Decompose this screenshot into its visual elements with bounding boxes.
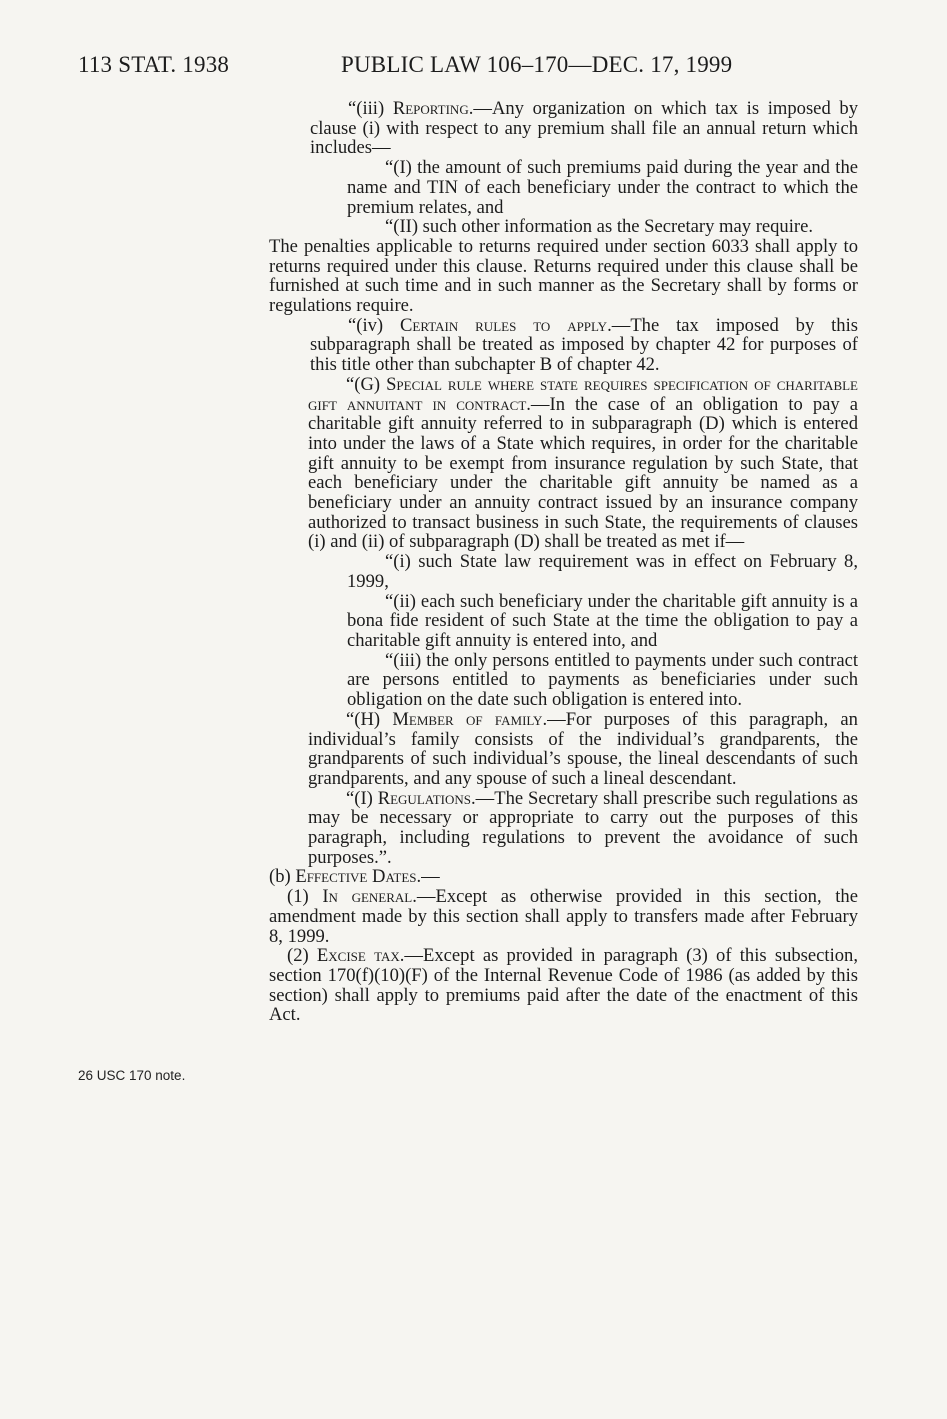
clause-G-ii: “(ii) each such beneficiary under the charitable gift annuity is a bona fide resident of such State at the time the obligation to pay a charitable gift annuity is entered into, and — [347, 590, 858, 651]
paragraph-1-in-general: (1) In general.—Except as otherwise provided in this section, the amendment made by this section shall apply to transfers made after February 8, 1999. — [269, 886, 858, 947]
margin-note: 26 USC 170 note. — [78, 1068, 186, 1083]
clause-iv-certain-rules: “(iv) Certain rules to apply.—The tax imposed by this subparagraph shall be treated as imposed by chapter 42 for purposes of this title other than subchapter B of chapter 42. — [310, 314, 858, 376]
paragraph-2-excise-tax: (2) Excise tax.—Except as provided in paragraph (3) of this subsection, section 170(f)(10)(F) of the Internal Revenue Code of 1986 (as added by this section) shall apply to premiums paid after the date of the enactment of this Act. — [269, 945, 858, 1026]
subclause-II: “(II) such other information as the Secretary may require. — [385, 216, 813, 238]
page-header — [0, 52, 947, 92]
penalties-paragraph: The penalties applicable to returns required under section 6033 shall apply to returns required under this clause. Returns required under this clause shall be furnished at such time and in such manner as the Secretary shall by forms or regulations require. — [269, 235, 858, 317]
clause-G-i: “(i) such State law requirement was in effect on February 8, 1999, — [347, 551, 858, 592]
subclause-I: “(I) the amount of such premiums paid during the year and the name and TIN of each beneficiary under the contract to which the premium relates, and — [347, 157, 858, 218]
clause-iii-reporting: “(iii) Reporting.—Any organization on which tax is imposed by clause (i) with respect to any premium shall file an annual return which includes— — [310, 98, 858, 159]
document-body — [269, 99, 858, 1025]
clause-G-iii: “(iii) the only persons entitled to payments under such contract are persons entitled to payments as beneficiaries under such obligation on the date such obligation is entered into. — [347, 649, 858, 711]
subparagraph-H: “(H) Member of family.—For purposes of this paragraph, an individual’s family consists of the individual’s grandparents, the grandparents of such individual’s spouse, the lineal descendants of such grandparents, and any spouse of such a lineal descendant. — [308, 708, 858, 789]
subparagraph-I: “(I) Regulations.—The Secretary shall prescribe such regulations as may be necessary or appropriate to carry out the purposes of this paragraph, including regulations to prevent the avoidance of such purposes.”. — [308, 787, 858, 868]
stat-page-number: 113 STAT. 1938 — [78, 52, 230, 77]
subparagraph-G: “(G) Special rule where state requires specification of charitable gift annuitant in contract.—In the case of an obligation to pay a charitable gift annuity referred to in subparagraph (D) which is entered into under the laws of a State which requires, in order for the charitable gift annuity to be exempt from insurance regulation by such State, that each beneficiary under the charitable gift annuity be named as a beneficiary under an annuity contract issued by an insurance company authorized to transact business in such State, the requirements of clauses (i) and (ii) of subparagraph (D) shall be treated as met if— — [308, 373, 859, 553]
running-head: PUBLIC LAW 106–170—DEC. 17, 1999 — [341, 52, 733, 77]
subsection-b-heading: (b) Effective Dates.— — [269, 866, 440, 888]
